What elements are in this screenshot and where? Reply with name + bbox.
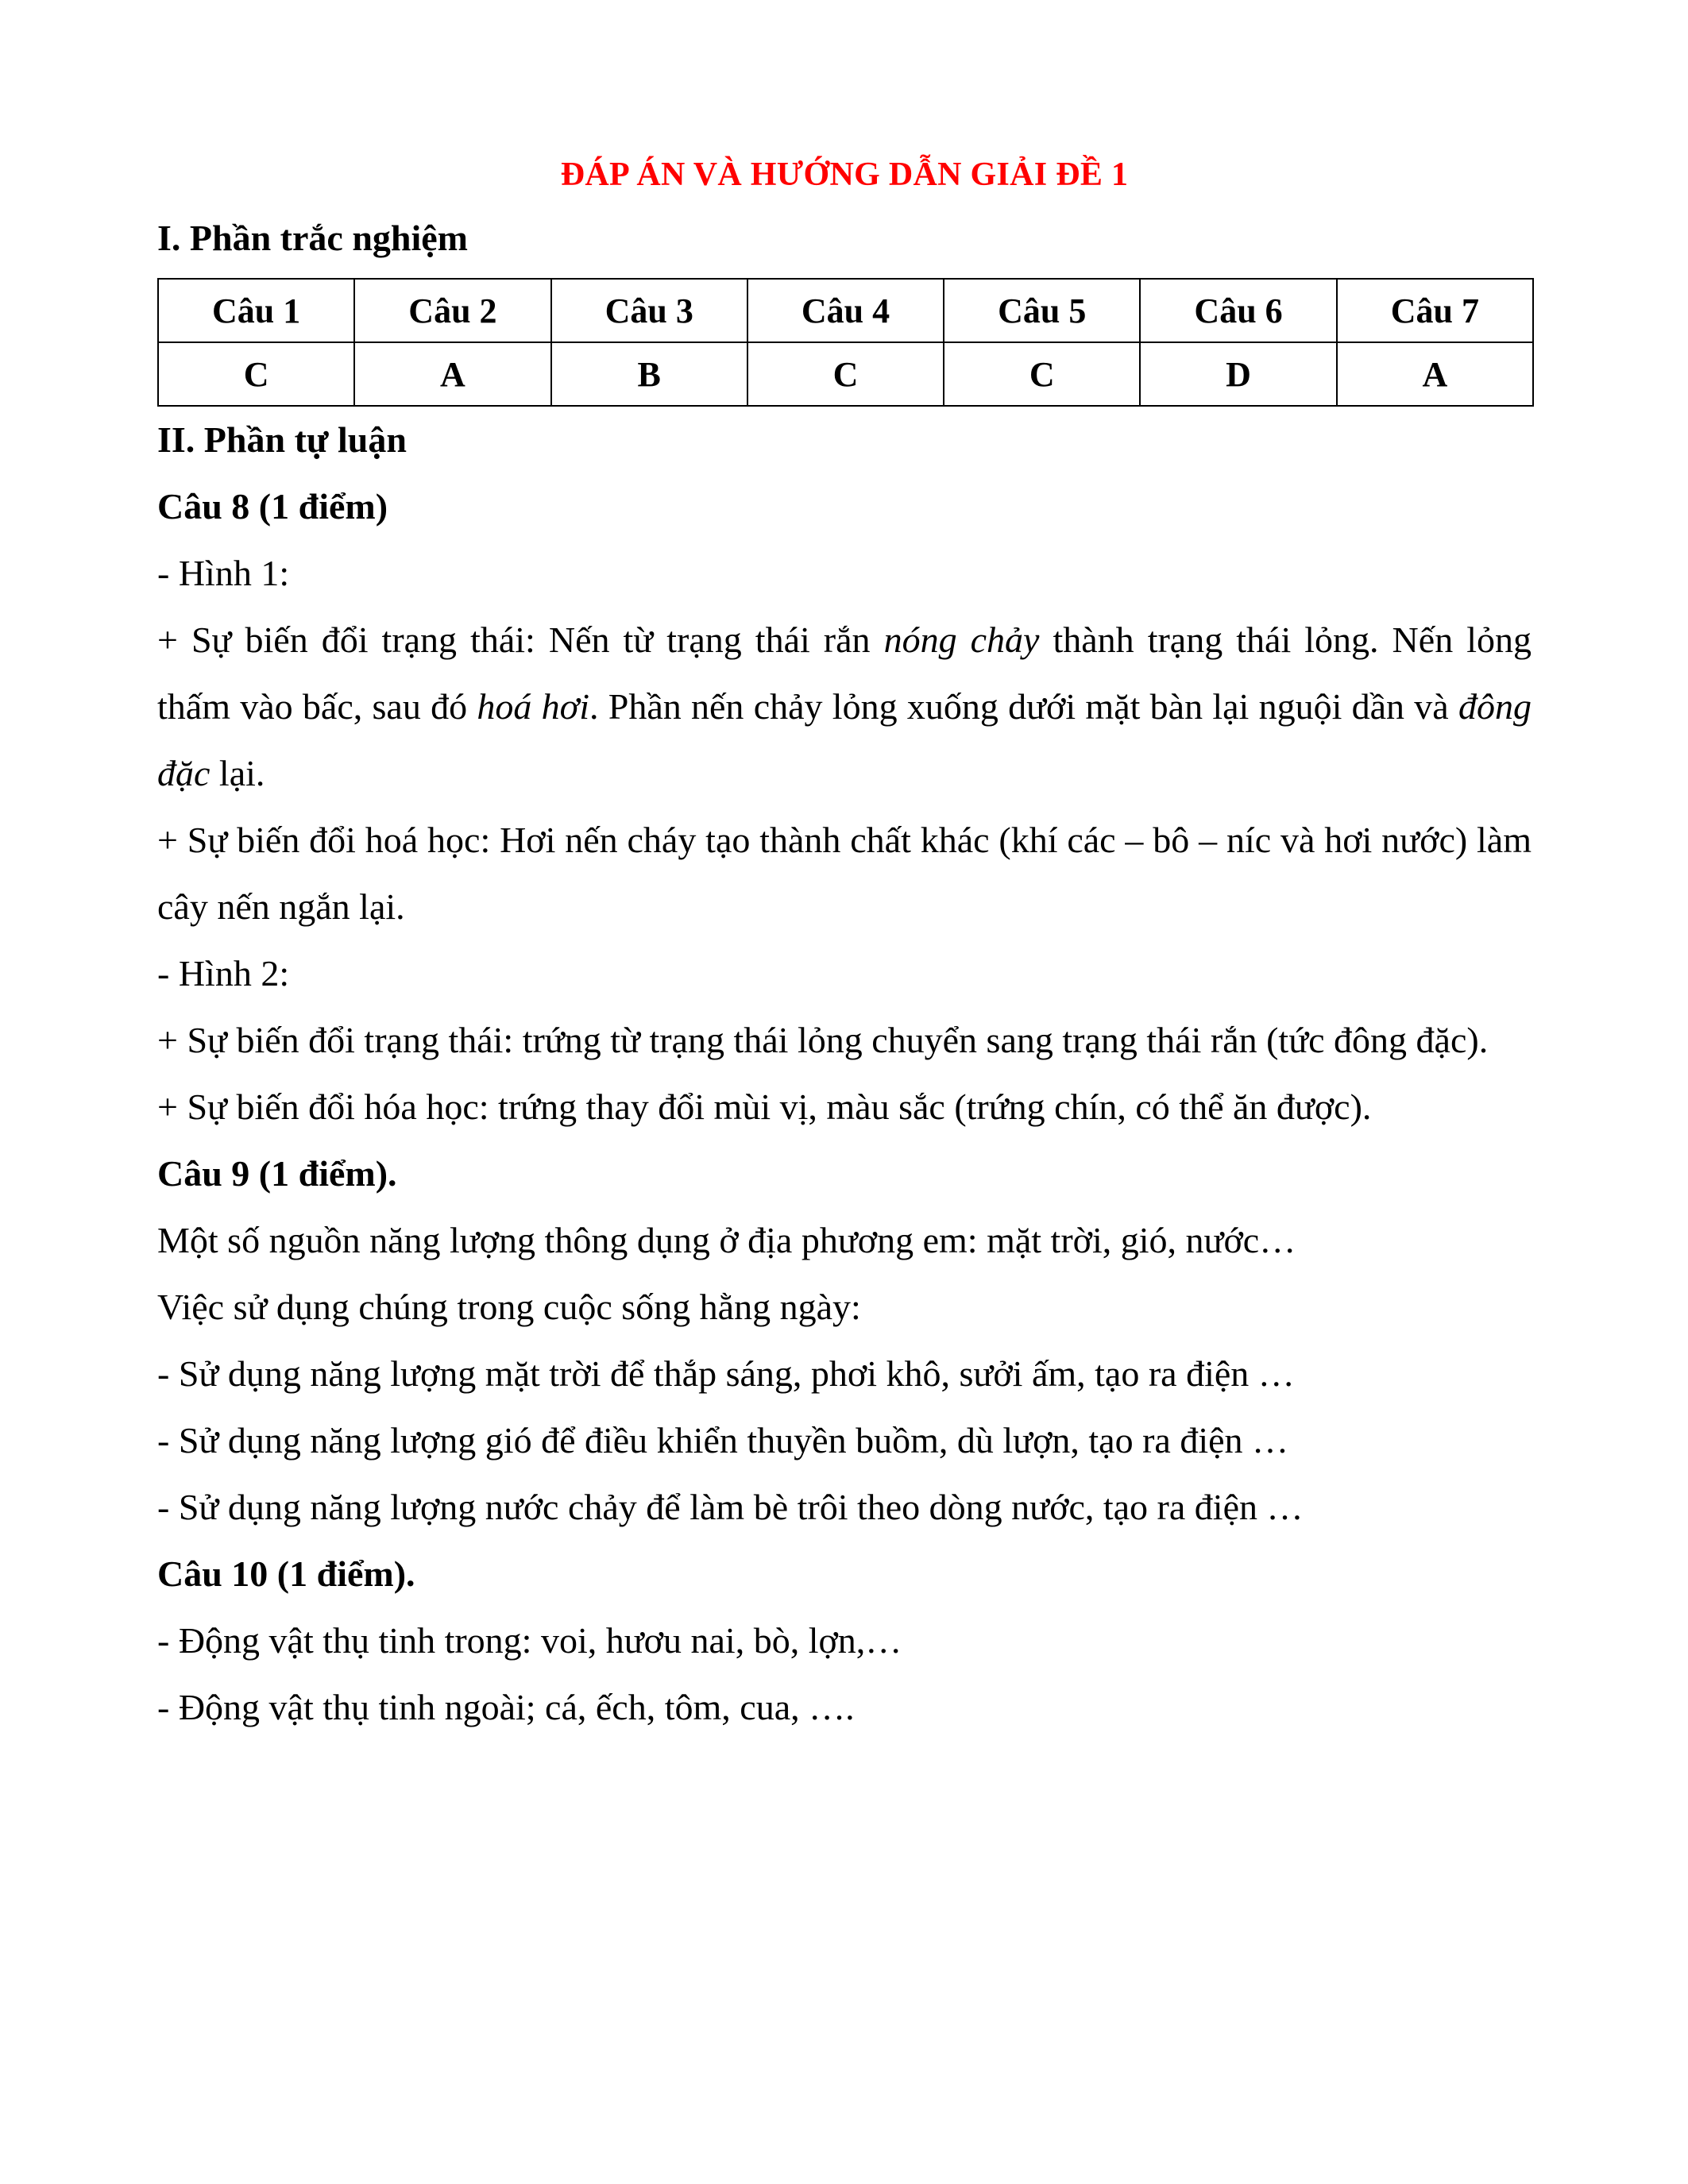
table-answer-cell: A [354,342,550,406]
question-9-title: Câu 9 (1 điểm). [157,1153,397,1194]
table-header-cell: Câu 4 [747,279,944,342]
document-page [157,151,1532,1741]
table-answer-cell: B [551,342,747,406]
table-header-cell: Câu 5 [944,279,1140,342]
figure-1-chemical-change: + Sự biến đổi hoá học: Hơi nến cháy tạo thành chất khác (khí các – bô – níc và hơi nước) làm cây nến ngắn lại. [157,820,1532,927]
table-answer-cell: C [747,342,944,406]
text-run: . Phần nến chảy lỏng xuống dưới mặt bàn lại nguội dần và [589,686,1458,727]
text-run: + Sự biến đổi trạng thái: Nến từ trạng thái rắn [157,619,884,660]
answer-table-answer-row [158,342,1533,406]
table-header-cell: Câu 3 [551,279,747,342]
table-header-cell: Câu 6 [1140,279,1336,342]
table-header-cell: Câu 7 [1337,279,1533,342]
question-9-line: - Sử dụng năng lượng mặt trời để thắp sáng, phơi khô, sưởi ấm, tạo ra điện … [157,1353,1295,1394]
table-header-cell: Câu 1 [158,279,354,342]
section-heading-essay: II. Phần tự luận [157,419,407,460]
table-answer-cell: D [1140,342,1336,406]
question-10-line: - Động vật thụ tinh ngoài; cá, ếch, tôm, cua, …. [157,1687,855,1727]
question-8-title: Câu 8 (1 điểm) [157,486,388,527]
figure-1-state-change [157,607,1532,807]
question-9-line: Một số nguồn năng lượng thông dụng ở địa phương em: mặt trời, gió, nước… [157,1220,1296,1260]
question-9-line: - Sử dụng năng lượng gió để điều khiển thuyền buồm, dù lượn, tạo ra điện … [157,1420,1289,1461]
section-heading-multiple-choice: I. Phần trắc nghiệm [157,218,468,258]
figure-2-label: - Hình 2: [157,953,290,994]
answer-table [157,278,1534,407]
answer-table-header-row [158,279,1533,342]
text-run: lại. [210,753,265,793]
italic-term: đông đặc [157,686,1532,793]
document-title: ĐÁP ÁN VÀ HƯỚNG DẪN GIẢI ĐỀ 1 [560,156,1129,193]
question-10-line: - Động vật thụ tinh trong: voi, hươu nai, bò, lợn,… [157,1620,902,1661]
figure-1-label: - Hình 1: [157,553,290,593]
text-run: thành trạng thái lỏng. Nến lỏng thấm vào bấc, sau đó [157,619,1532,727]
table-answer-cell: C [158,342,354,406]
table-header-cell: Câu 2 [354,279,550,342]
italic-term: hoá hơi [477,686,589,727]
italic-term: nóng chảy [883,619,1040,660]
question-10-title: Câu 10 (1 điểm). [157,1553,415,1594]
question-9-line: - Sử dụng năng lượng nước chảy để làm bè trôi theo dòng nước, tạo ra điện … [157,1487,1304,1527]
table-answer-cell: A [1337,342,1533,406]
table-answer-cell: C [944,342,1140,406]
figure-2-chemical-change: + Sự biến đổi hóa học: trứng thay đổi mùi vị, màu sắc (trứng chín, có thể ăn được). [157,1086,1372,1127]
figure-2-state-change: + Sự biến đổi trạng thái: trứng từ trạng thái lỏng chuyển sang trạng thái rắn (tức đông đặc). [157,1020,1489,1060]
question-9-line: Việc sử dụng chúng trong cuộc sống hằng ngày: [157,1287,861,1327]
